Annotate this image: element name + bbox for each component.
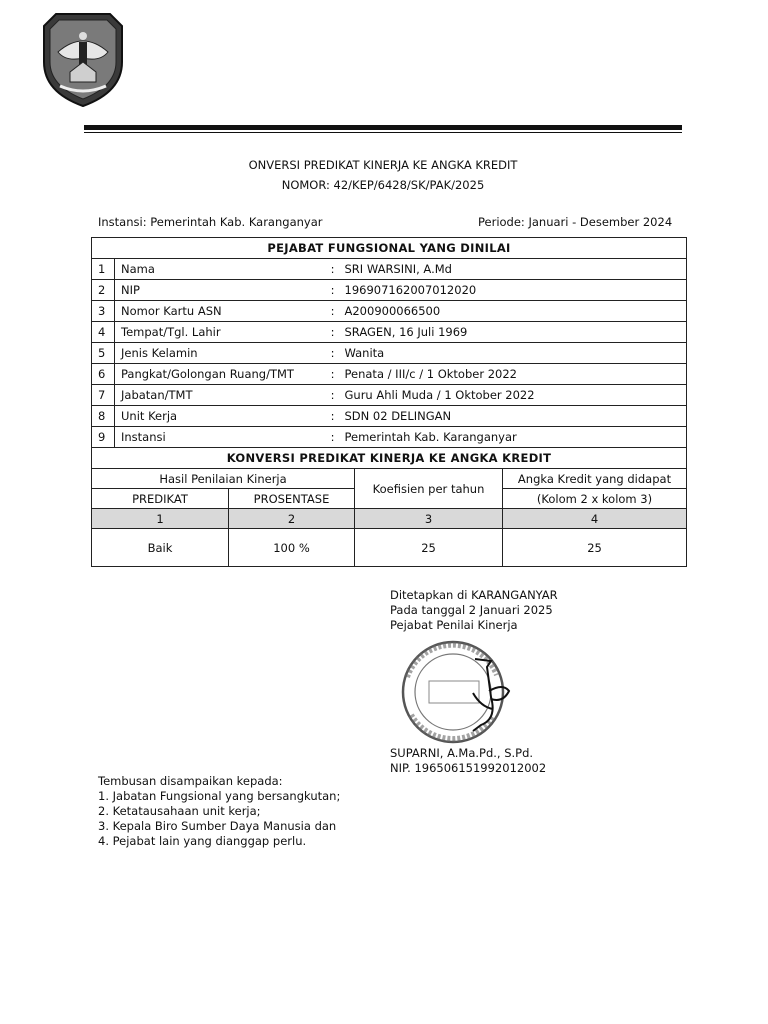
field-label: Tempat/Tgl. Lahir xyxy=(115,322,327,343)
row-number: 6 xyxy=(92,364,115,385)
koefisien-header: Koefisien per tahun xyxy=(355,469,503,509)
colon: : xyxy=(327,322,339,343)
field-label: Nama xyxy=(115,259,327,280)
field-label: Unit Kerja xyxy=(115,406,327,427)
field-value: Pemerintah Kab. Karanganyar xyxy=(339,427,687,448)
colon: : xyxy=(327,406,339,427)
table-row xyxy=(92,406,687,427)
table-row xyxy=(92,301,687,322)
column-number: 3 xyxy=(355,509,503,529)
field-value: 196907162007012020 xyxy=(339,280,687,301)
row-number: 7 xyxy=(92,385,115,406)
field-value: SRAGEN, 16 Juli 1969 xyxy=(339,322,687,343)
table-row xyxy=(92,385,687,406)
predikat-value: Baik xyxy=(92,529,229,567)
colon: : xyxy=(327,343,339,364)
employee-info-table xyxy=(91,237,687,469)
field-value: Guru Ahli Muda / 1 Oktober 2022 xyxy=(339,385,687,406)
row-number: 9 xyxy=(92,427,115,448)
regency-crest-logo xyxy=(40,12,126,108)
field-value: SRI WARSINI, A.Md xyxy=(339,259,687,280)
list-item: 2. Ketatausahaan unit kerja; xyxy=(98,804,261,818)
signature-role: Pejabat Penilai Kinerja xyxy=(390,618,518,632)
header-double-rule xyxy=(84,125,682,130)
field-value: SDN 02 DELINGAN xyxy=(339,406,687,427)
field-label: Jabatan/TMT xyxy=(115,385,327,406)
table-row xyxy=(92,364,687,385)
row-number: 1 xyxy=(92,259,115,280)
hasil-penilaian-header: Hasil Penilaian Kinerja xyxy=(92,469,355,489)
section-title-conversion: KONVERSI PREDIKAT KINERJA KE ANGKA KREDIT xyxy=(92,448,687,469)
row-number: 5 xyxy=(92,343,115,364)
table-row xyxy=(92,427,687,448)
field-value: A200900066500 xyxy=(339,301,687,322)
signatory-name: SUPARNI, A.Ma.Pd., S.Pd. xyxy=(390,746,534,760)
signature-place: Ditetapkan di KARANGANYAR xyxy=(390,588,558,602)
field-label: Instansi xyxy=(115,427,327,448)
field-value: Penata / III/c / 1 Oktober 2022 xyxy=(339,364,687,385)
document-title: ONVERSI PREDIKAT KINERJA KE ANGKA KREDIT xyxy=(248,158,518,172)
row-number: 3 xyxy=(92,301,115,322)
angka-kredit-subheader: (Kolom 2 x kolom 3) xyxy=(503,489,687,509)
colon: : xyxy=(327,364,339,385)
table-row xyxy=(92,343,687,364)
column-number: 1 xyxy=(92,509,229,529)
prosentase-value: 100 % xyxy=(229,529,355,567)
column-number: 4 xyxy=(503,509,687,529)
document-number: NOMOR: 42/KEP/6428/SK/PAK/2025 xyxy=(281,178,485,192)
table-row xyxy=(92,322,687,343)
colon: : xyxy=(327,427,339,448)
list-item: 3. Kepala Biro Sumber Daya Manusia dan xyxy=(98,819,337,833)
angka-kredit-value: 25 xyxy=(503,529,687,567)
row-number: 4 xyxy=(92,322,115,343)
angka-kredit-header: Angka Kredit yang didapat xyxy=(503,469,687,489)
cc-heading: Tembusan disampaikan kepada: xyxy=(98,774,283,788)
colon: : xyxy=(327,301,339,322)
list-item: 1. Jabatan Fungsional yang bersangkutan; xyxy=(98,789,341,803)
colon: : xyxy=(327,259,339,280)
colon: : xyxy=(327,280,339,301)
official-stamp-with-signature xyxy=(393,637,523,747)
field-label: NIP xyxy=(115,280,327,301)
list-item: 4. Pejabat lain yang dianggap perlu. xyxy=(98,834,307,848)
signature-date: Pada tanggal 2 Januari 2025 xyxy=(390,603,553,617)
field-value: Wanita xyxy=(339,343,687,364)
colon: : xyxy=(327,385,339,406)
column-number: 2 xyxy=(229,509,355,529)
field-label: Pangkat/Golongan Ruang/TMT xyxy=(115,364,327,385)
period-label: Periode: Januari - Desember 2024 xyxy=(478,215,673,229)
conversion-table xyxy=(91,468,687,567)
section-title-employee: PEJABAT FUNGSIONAL YANG DINILAI xyxy=(92,238,687,259)
table-row xyxy=(92,280,687,301)
field-label: Jenis Kelamin xyxy=(115,343,327,364)
koefisien-value: 25 xyxy=(355,529,503,567)
signatory-nip: NIP. 196506151992012002 xyxy=(390,761,547,775)
row-number: 2 xyxy=(92,280,115,301)
header-thin-rule xyxy=(84,132,682,133)
field-label: Nomor Kartu ASN xyxy=(115,301,327,322)
table-row xyxy=(92,259,687,280)
predikat-header: PREDIKAT xyxy=(92,489,229,509)
row-number: 8 xyxy=(92,406,115,427)
institution-label: Instansi: Pemerintah Kab. Karanganyar xyxy=(98,215,323,229)
prosentase-header: PROSENTASE xyxy=(229,489,355,509)
